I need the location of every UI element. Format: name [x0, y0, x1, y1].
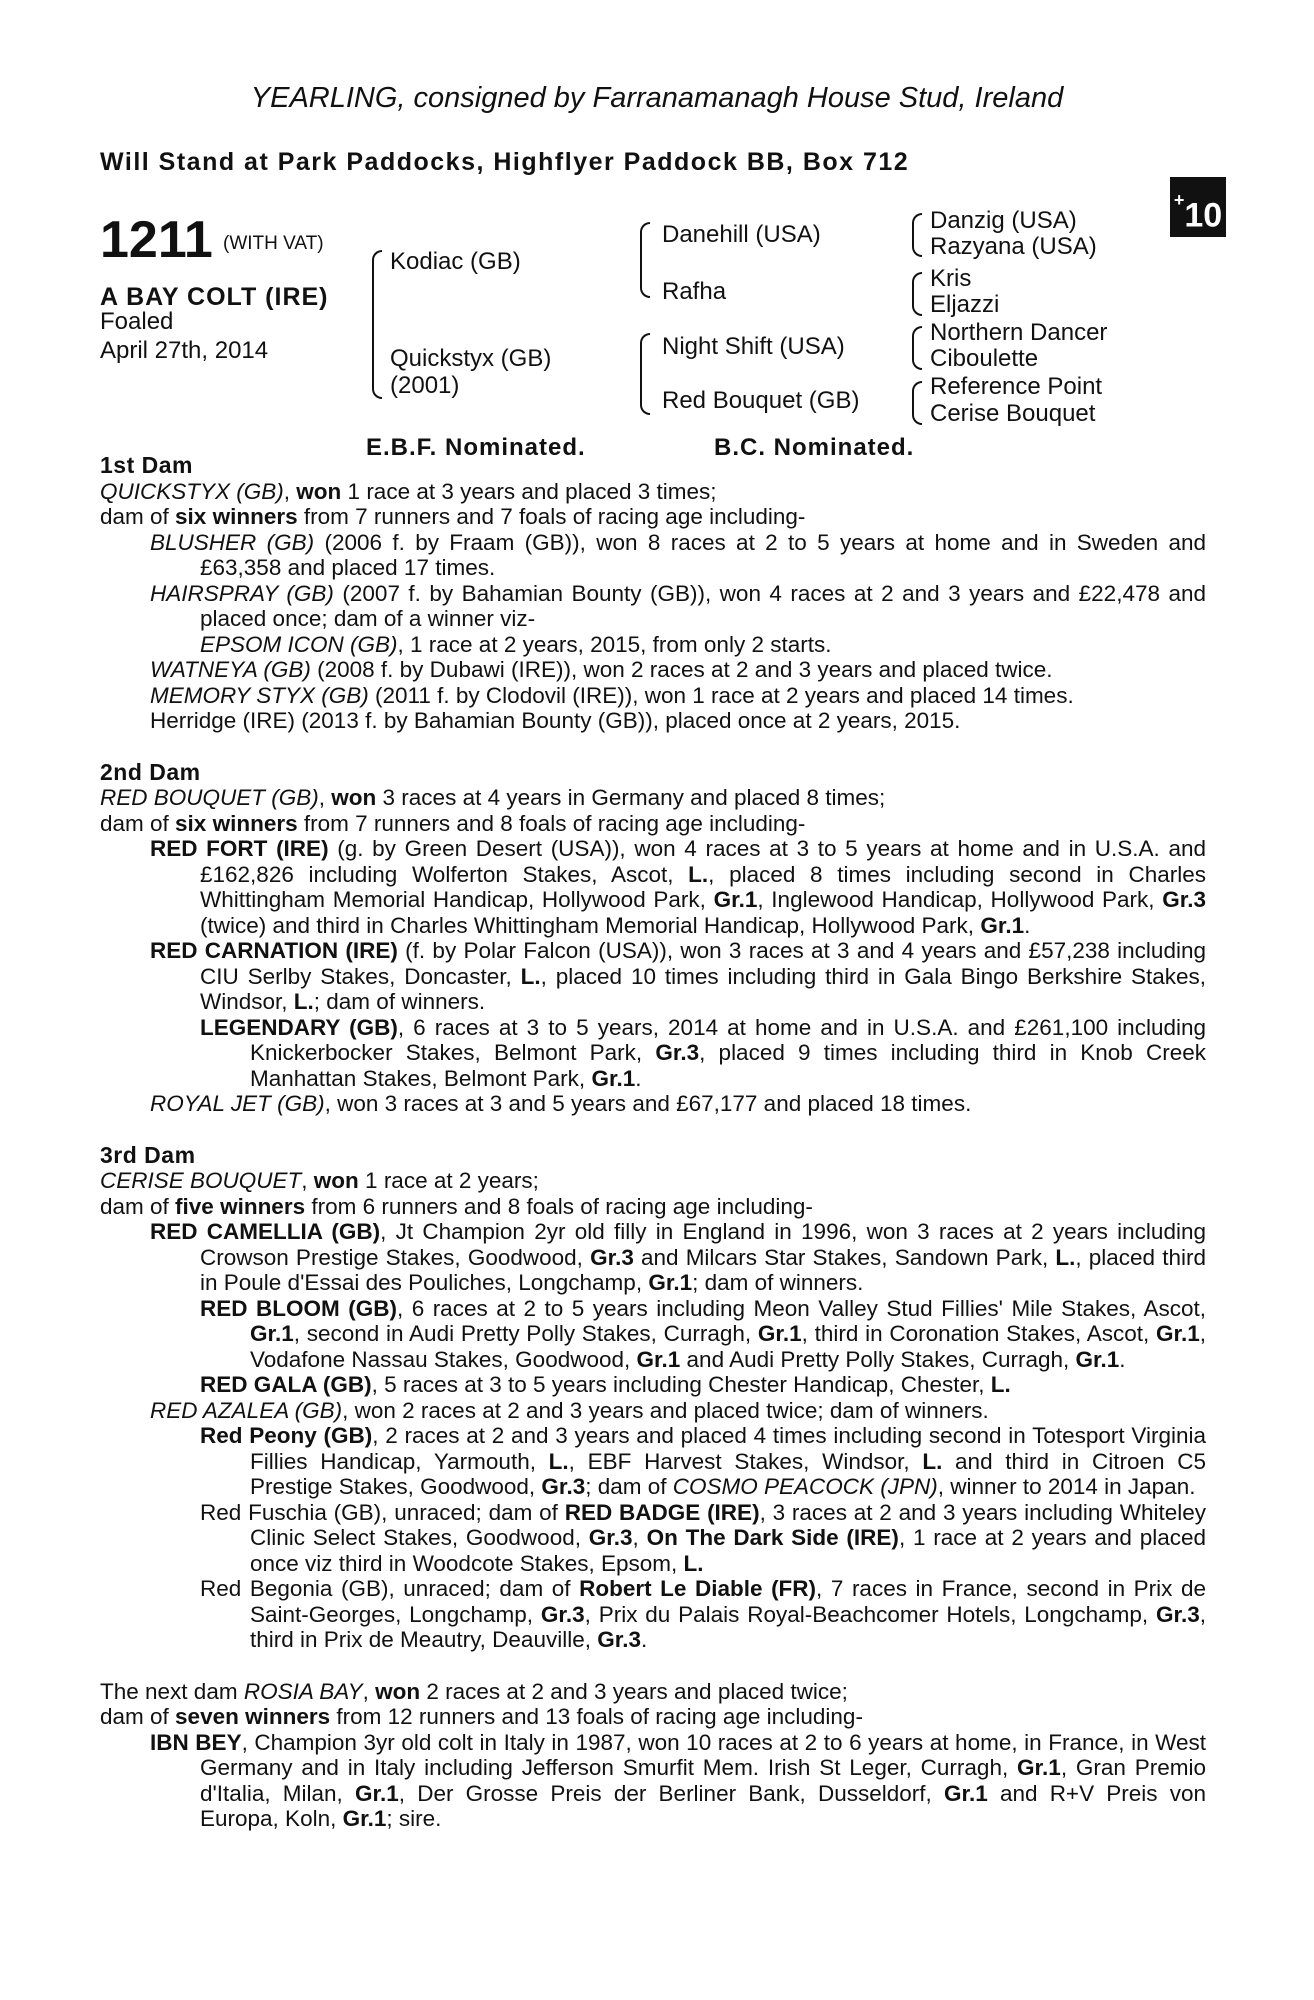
stand-location: Will Stand at Park Paddocks, Highflyer Paddock BB, Box 712 — [100, 148, 910, 176]
page-title: YEARLING, consigned by Farranamanagh House Stud, Ireland — [250, 82, 1064, 114]
offspring-ibn-bey: IBN BEY, Champion 3yr old colt in Italy in 1987, won 10 races at 2 to 6 years at home, in France, in West Germany and in Italy including Jefferson Smurfit Mem. Irish St Leger, Curragh, Gr.1, Gran Premio d'Italia, Milan, Gr.1, Der Grosse Preis der Berliner Bank, Dusseldorf, Gr.1 and R+V Preis von Europa, Koln, Gr.1; sire. — [150, 1729, 1207, 1831]
offspring-herridge: Herridge (IRE) (2013 f. by Bahamian Bounty (GB)), placed once at 2 years, 2015. — [150, 708, 961, 733]
offspring-memory-styx: MEMORY STYX (GB) (2011 f. by Clodovil (IRE)), won 1 race at 2 years and placed 14 times. — [150, 682, 1074, 708]
pedigree-ds: Night Shift (USA) — [662, 333, 845, 360]
pedigree-sds: Kris — [930, 265, 972, 292]
offspring-red-peony: Red Peony (GB), 2 races at 2 and 3 years and placed 4 times including second in Totesport Virginia Fillies Handicap, Yarmouth, L., EBF Harvest Stakes, Windsor, L. and third in Citroen C5 Prestige Stakes, Goodwood, Gr.3; dam of COSMO PEACOCK (JPN), winner to 2014 in Japan. — [200, 1423, 1206, 1499]
lot-badge — [1170, 177, 1226, 237]
foaled-label: Foaled — [100, 308, 174, 335]
pedigree-sss: Danzig (USA) — [930, 207, 1077, 234]
second-dam-heading: 2nd Dam — [100, 758, 201, 785]
brace-ss — [912, 213, 922, 257]
offspring-legendary: LEGENDARY (GB), 6 races at 3 to 5 years, 2014 at home and in U.S.A. and £261,100 including Knickerbocker Stakes, Belmont Park, Gr.3, placed 9 times including third in Knob Creek Manhattan Stakes, Belmont Park, Gr.1. — [200, 1014, 1206, 1091]
lot-number: 1211 — [100, 211, 213, 269]
pedigree-dam: Quickstyx (GB) — [390, 345, 552, 372]
catalogue-body — [100, 453, 1206, 1832]
second-dam-record: RED BOUQUET (GB), won 3 races at 4 years in Germany and placed 8 times; — [100, 785, 886, 810]
offspring-red-fort: RED FORT (IRE) (g. by Green Desert (USA)), won 4 races at 3 to 5 years at home and in U.S.A. and £162,826 including Wolferton Stakes, Ascot, L., placed 8 times including second in Charles Whittingham Memorial Handicap, Hollywood Park, Gr.1, Inglewood Handicap, Hollywood Park, Gr.3 (twice) and third in Charles Whittingham Memorial Handicap, Hollywood Park, Gr.1. — [150, 836, 1207, 938]
lot-title: A BAY COLT (IRE) — [100, 283, 329, 311]
pedigree-sd: Rafha — [662, 278, 727, 305]
brace-ds — [912, 326, 922, 370]
offspring-epsom-icon: EPSOM ICON (GB), 1 race at 2 years, 2015, from only 2 starts. — [200, 631, 832, 657]
offspring-red-begonia: Red Begonia (GB), unraced; dam of Robert Le Diable (FR), 7 races in France, second in Prix de Saint-Georges, Longchamp, Gr.3, Prix du Palais Royal-Beachcomer Hotels, Longchamp, Gr.3, third in Prix de Meautry, Deauville, Gr.3. — [200, 1576, 1207, 1652]
offspring-red-gala: RED GALA (GB), 5 races at 3 to 5 years including Chester Handicap, Chester, L. — [200, 1372, 1011, 1397]
brace-sd — [912, 272, 922, 316]
third-dam-record: CERISE BOUQUET, won 1 race at 2 years; — [100, 1168, 539, 1193]
pedigree-dds: Reference Point — [930, 373, 1103, 400]
first-dam-record: QUICKSTYX (GB), won 1 race at 3 years and placed 3 times; — [100, 478, 717, 504]
vat-label: (WITH VAT) — [223, 233, 324, 254]
badge-plus: + — [1173, 190, 1185, 210]
first-dam-heading: 1st Dam — [100, 452, 193, 478]
pedigree-sire: Kodiac (GB) — [390, 248, 521, 275]
pedigree-ssd: Razyana (USA) — [930, 233, 1097, 260]
offspring-red-camellia: RED CAMELLIA (GB), Jt Champion 2yr old filly in England in 1996, won 3 races at 2 years including Crowson Prestige Stakes, Goodwood, Gr.3 and Milcars Star Stakes, Sandown Park, L., placed third in Poule d'Essai des Pouliches, Longchamp, Gr.1; dam of winners. — [150, 1219, 1206, 1295]
offspring-hairspray: HAIRSPRAY (GB) (2007 f. by Bahamian Bounty (GB)), won 4 races at 2 and 3 years and £22,478 and placed once; dam of a winner viz- — [150, 580, 1207, 631]
second-dam-produce: dam of six winners from 7 runners and 8 foals of racing age including- — [100, 810, 806, 836]
bc-nominated: B.C. Nominated. — [714, 434, 915, 461]
offspring-watneya: WATNEYA (GB) (2008 f. by Dubawi (IRE)), won 2 races at 2 and 3 years and placed twice. — [150, 657, 1053, 682]
brace-dam-parents — [640, 333, 650, 415]
pedigree-dam-year: (2001) — [390, 372, 460, 399]
foaled-date — [100, 307, 320, 365]
offspring-blusher: BLUSHER (GB) (2006 f. by Fraam (GB)), won 8 races at 2 to 5 years at home and in Sweden and £63,358 and placed 17 times. — [150, 529, 1206, 580]
offspring-royal-jet: ROYAL JET (GB), won 3 races at 3 and 5 years and £67,177 and placed 18 times. — [150, 1091, 972, 1116]
third-dam-heading: 3rd Dam — [100, 1141, 196, 1168]
brace-sire-dam — [372, 250, 382, 399]
next-dam-produce: dam of seven winners from 12 runners and 13 foals of racing age including- — [100, 1704, 863, 1729]
next-dam-record: The next dam ROSIA BAY, won 2 races at 2 and 3 years and placed twice; — [100, 1678, 848, 1704]
pedigree-sdd: Eljazzi — [930, 291, 1000, 318]
brace-sire-parents — [640, 222, 650, 298]
offspring-red-azalea: RED AZALEA (GB), won 2 races at 2 and 3 years and placed twice; dam of winners. — [150, 1397, 989, 1423]
offspring-red-carnation: RED CARNATION (IRE) (f. by Polar Falcon (USA)), won 3 races at 3 and 4 years and £57,238 including CIU Serlby Stakes, Doncaster, L., placed 10 times including third in Gala Bingo Berkshire Stakes, Windsor, L.; dam of winners. — [150, 938, 1206, 1014]
offspring-red-fuschia: Red Fuschia (GB), unraced; dam of RED BADGE (IRE), 3 races at 2 and 3 years including Whiteley Clinic Select Stakes, Goodwood, Gr.3, On The Dark Side (IRE), 1 race at 2 years and placed once viz third in Woodcote Stakes, Epsom, L. — [200, 1499, 1207, 1576]
pedigree-dd: Red Bouquet (GB) — [662, 387, 860, 414]
foaled-value: April 27th, 2014 — [100, 337, 269, 364]
third-dam-produce: dam of five winners from 6 runners and 8 foals of racing age including- — [100, 1193, 813, 1219]
first-dam-produce: dam of six winners from 7 runners and 7 foals of racing age including- — [100, 504, 806, 529]
offspring-red-bloom: RED BLOOM (GB), 6 races at 2 to 5 years including Meon Valley Stud Fillies' Mile Stakes, Ascot, Gr.1, second in Audi Pretty Polly Stakes, Curragh, Gr.1, third in Coronation Stakes, Ascot, Gr.1, Vodafone Nassau Stakes, Goodwood, Gr.1 and Audi Pretty Polly Stakes, Curragh, Gr.1. — [200, 1295, 1206, 1372]
pedigree-ss: Danehill (USA) — [662, 221, 821, 248]
pedigree-dsd: Ciboulette — [930, 345, 1039, 372]
ebf-nominated: E.B.F. Nominated. — [366, 434, 586, 461]
badge-number: 10 — [1184, 196, 1223, 235]
brace-dd — [912, 381, 922, 425]
pedigree-ddd: Cerise Bouquet — [930, 400, 1096, 427]
pedigree-dss: Northern Dancer — [930, 319, 1108, 346]
